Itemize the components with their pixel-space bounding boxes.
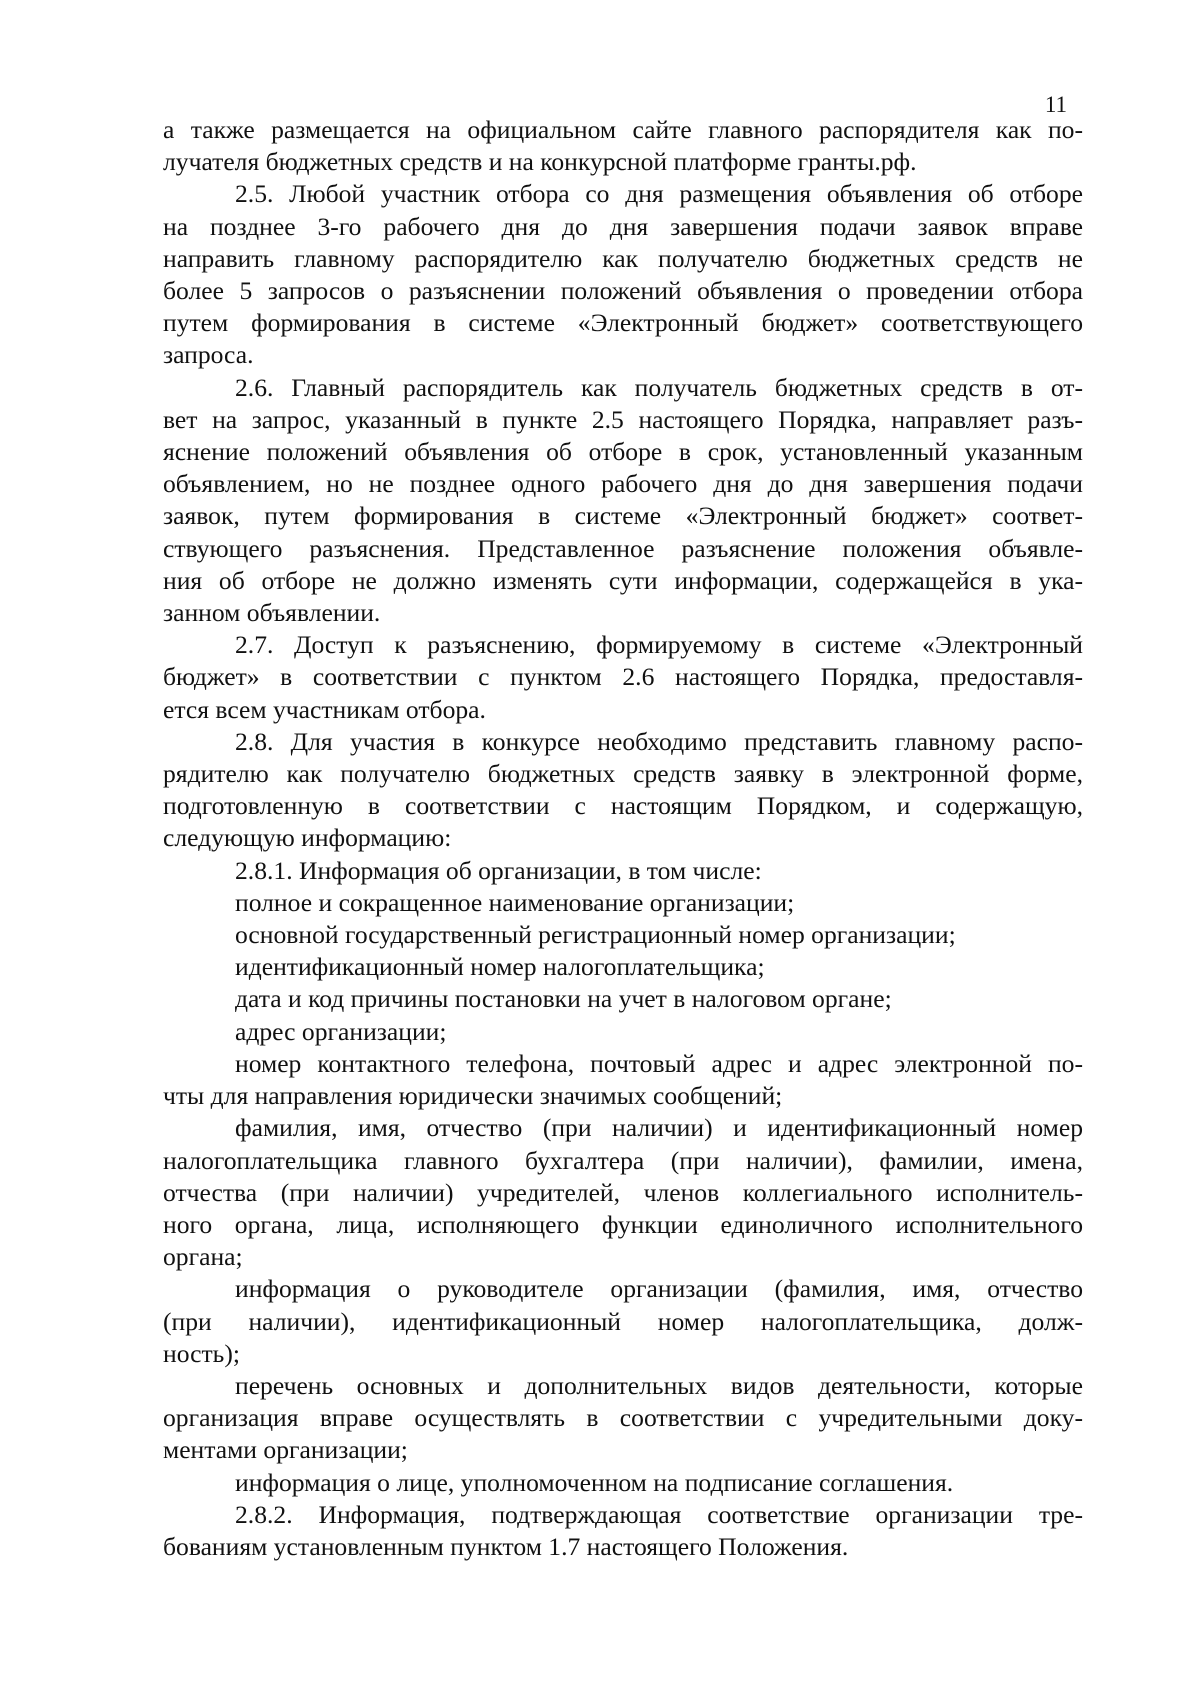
text-line: чты для направления юридически значимых сообщений; — [163, 1081, 783, 1111]
text-line: дата и код причины постановки на учет в налоговом органе; — [235, 984, 892, 1014]
paragraph — [163, 1273, 1083, 1370]
text-line: путем формирования в системе «Электронный бюджет» соответствующего — [163, 308, 1083, 338]
text-line: 2.5. Любой участник отбора со дня размещения объявления об отборе — [235, 179, 1083, 209]
text-line: 2.8.1. Информация об организации, в том числе: — [235, 855, 762, 885]
text-line: 2.8. Для участия в конкурсе необходимо представить главному распо- — [235, 726, 1083, 756]
paragraph — [163, 1048, 1083, 1112]
text-line: подготовленную в соответствии с настоящим Порядком, и содержащую, — [163, 791, 1083, 821]
text-line: заявок, путем формирования в системе «Электронный бюджет» соответ- — [163, 501, 1083, 531]
paragraph — [163, 629, 1083, 726]
text-line: отчества (при наличии) учредителей, членов коллегиального исполнитель- — [163, 1177, 1083, 1207]
text-line: налогоплательщика главного бухгалтера (при наличии), фамилии, имена, — [163, 1145, 1083, 1175]
text-line: ного органа, лица, исполняющего функции единоличного исполнительного — [163, 1209, 1083, 1239]
text-line: основной государственный регистрационный номер организации; — [235, 920, 956, 950]
text-line: (при наличии), идентификационный номер налогоплательщика, долж- — [163, 1306, 1083, 1336]
text-line: объявлением, но не позднее одного рабочего дня до дня завершения подачи — [163, 469, 1083, 499]
text-line: бюджет» в соответствии с пунктом 2.6 настоящего Порядка, предоставля- — [163, 662, 1083, 692]
paragraph — [163, 887, 1083, 919]
paragraph — [163, 1499, 1083, 1563]
paragraph — [163, 983, 1083, 1015]
text-line: следующую информацию: — [163, 823, 452, 853]
text-line: ния об отборе не должно изменять сути информации, содержащейся в ука- — [163, 565, 1083, 595]
text-line: фамилия, имя, отчество (при наличии) и идентификационный номер — [235, 1113, 1083, 1143]
text-line: яснение положений объявления об отборе в срок, установленный указанным — [163, 437, 1083, 467]
paragraph — [163, 1467, 1083, 1499]
text-line: занном объявлении. — [163, 598, 381, 628]
text-line: лучателя бюджетных средств и на конкурсной платформе гранты.рф. — [163, 147, 917, 177]
text-line: идентификационный номер налогоплательщика; — [235, 952, 765, 982]
text-line: более 5 запросов о разъяснении положений объявления о проведении отбора — [163, 276, 1083, 306]
text-line: 2.8.2. Информация, подтверждающая соответствие организации тре- — [235, 1499, 1083, 1529]
text-line: ствующего разъяснения. Представленное разъяснение положения объявле- — [163, 533, 1083, 563]
text-line: рядителю как получателю бюджетных средств заявку в электронной форме, — [163, 759, 1083, 789]
text-line: перечень основных и дополнительных видов деятельности, которые — [235, 1370, 1083, 1400]
paragraph — [163, 726, 1083, 855]
paragraph — [163, 855, 1083, 887]
paragraph — [163, 372, 1083, 630]
paragraph — [163, 1112, 1083, 1273]
text-line: бованиям установленным пунктом 1.7 настоящего Положения. — [163, 1531, 849, 1561]
paragraph — [163, 951, 1083, 983]
paragraph — [163, 114, 1083, 178]
text-line: ность); — [163, 1338, 240, 1368]
text-line: информация о лице, уполномоченном на подписание соглашения. — [235, 1467, 954, 1497]
text-line: органа; — [163, 1242, 243, 1272]
paragraph — [163, 1370, 1083, 1467]
text-line: запроса. — [163, 340, 254, 370]
paragraph — [163, 1016, 1083, 1048]
text-line: организация вправе осуществлять в соответствии с учредительными доку- — [163, 1403, 1083, 1433]
text-line: на позднее 3-го рабочего дня до дня завершения подачи заявок вправе — [163, 211, 1083, 241]
document-body — [163, 114, 1083, 1563]
page-number: 11 — [1044, 92, 1067, 117]
text-line: направить главному распорядителю как получателю бюджетных средств не — [163, 243, 1083, 273]
text-line: адрес организации; — [235, 1016, 447, 1046]
text-line: 2.6. Главный распорядитель как получатель бюджетных средств в от- — [235, 372, 1083, 402]
text-line: ментами организации; — [163, 1435, 408, 1465]
paragraph — [163, 919, 1083, 951]
text-line: вет на запрос, указанный в пункте 2.5 настоящего Порядка, направляет разъ- — [163, 404, 1083, 434]
text-line: информация о руководителе организации (фамилия, имя, отчество — [235, 1274, 1083, 1304]
text-line: полное и сокращенное наименование организации; — [235, 887, 795, 917]
text-line: а также размещается на официальном сайте главного распорядителя как по- — [163, 115, 1083, 144]
paragraph — [163, 178, 1083, 371]
text-line: ется всем участникам отбора. — [163, 694, 486, 724]
text-line: 2.7. Доступ к разъяснению, формируемому в системе «Электронный — [235, 630, 1083, 660]
text-line: номер контактного телефона, почтовый адрес и адрес электронной по- — [235, 1048, 1083, 1078]
